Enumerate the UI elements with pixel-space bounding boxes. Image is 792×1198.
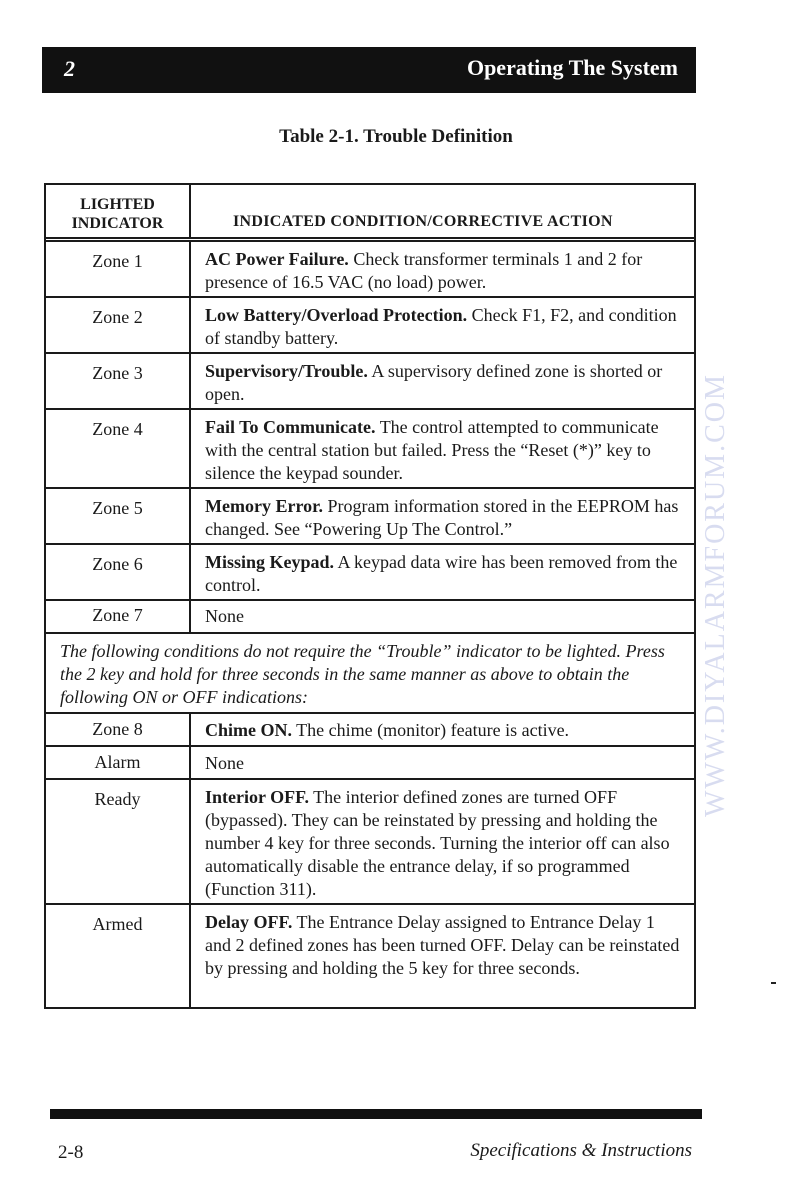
table-header-row [46,185,694,242]
indicator-cell: Ready [46,780,191,903]
condition-text: A keypad data wire has been removed from the control. [205,552,678,595]
chapter-header-bar [42,47,696,93]
condition-cell [191,545,694,599]
condition-cell [191,410,694,487]
header-left-line-2: INDICATOR [71,215,164,232]
header-lighted-indicator [46,185,191,237]
indicator-cell: Zone 3 [46,354,191,408]
condition-cell [191,242,694,296]
table-row [46,601,694,634]
condition-name: Chime ON. [205,720,292,740]
condition-name: Interior OFF. [205,787,309,807]
table-row [46,410,694,489]
page-number: 2-8 [58,1142,84,1163]
table-row [46,298,694,354]
condition-text: Check F1, F2, and condition of standby battery. [205,305,677,348]
condition-name: Memory Error. [205,496,323,516]
table-title: Table 2-1. Trouble Definition [279,126,513,147]
chapter-number: 2 [64,56,75,81]
condition-text: The Entrance Delay assigned to Entrance Delay 1 and 2 defined zones has been turned OFF. Delay can be reinstated by pressing and holding the 5 key for three seconds. [205,912,680,978]
condition-cell [191,747,694,778]
condition-cell [191,298,694,352]
condition-name: Missing Keypad. [205,552,335,572]
table-row [46,489,694,545]
condition-name: Low Battery/Overload Protection. [205,305,468,325]
watermark: WWW.DIYALARMFORUM.COM [700,373,731,817]
condition-text: The chime (monitor) feature is active. [292,720,570,740]
condition-text: Program information stored in the EEPROM has changed. See “Powering Up The Control.” [205,496,679,539]
table-row [46,747,694,780]
chapter-title: Operating The System [466,55,678,80]
header-left-line-1: LIGHTED [80,196,155,213]
condition-cell [191,905,694,1007]
condition-cell [191,354,694,408]
condition-text: The control attempted to communicate with the central station but failed. Press the “Reset (*)” key to silence the keypad sounder. [205,417,659,483]
condition-cell [191,714,694,745]
condition-cell [191,489,694,543]
indicator-cell: Zone 6 [46,545,191,599]
condition-name: AC Power Failure. [205,249,349,269]
indicator-cell: Zone 4 [46,410,191,487]
indicator-cell: Zone 7 [46,601,191,632]
indicator-cell: Zone 1 [46,242,191,296]
table-row [46,714,694,747]
condition-name: Fail To Communicate. [205,417,376,437]
condition-text: Check transformer terminals 1 and 2 for presence of 16.5 VAC (no load) power. [205,249,643,292]
table-note: The following conditions do not require the “Trouble” indicator to be lighted. Press the 2 key and hold for three seconds in the same manner as above to obtain the following ON or OFF indications: [46,634,694,714]
condition-text: None [205,753,244,773]
condition-name: Delay OFF. [205,912,293,932]
condition-text: The interior defined zones are turned OFF (bypassed). They can be reinstated by pressing and holding the number 4 key for three seconds. Turning the interior off can also automatically disable the entrance delay, if so programmed (Function 311). [205,787,670,899]
trouble-definition-table [44,183,696,1009]
condition-text: None [205,606,244,626]
table-row [46,545,694,601]
condition-text: A supervisory defined zone is shorted or open. [205,361,663,404]
footer-rule [50,1109,702,1119]
indicator-cell: Zone 8 [46,714,191,745]
table-row [46,354,694,410]
condition-cell [191,601,694,632]
table-row [46,780,694,905]
stray-mark [771,982,776,984]
condition-cell [191,780,694,903]
indicator-cell: Alarm [46,747,191,778]
header-condition-action: INDICATED CONDITION/CORRECTIVE ACTION [233,213,613,230]
indicator-cell: Zone 2 [46,298,191,352]
condition-name: Supervisory/Trouble. [205,361,368,381]
table-row [46,242,694,298]
table-row [46,905,694,1007]
footer-title: Specifications & Instructions [470,1140,692,1161]
indicator-cell: Zone 5 [46,489,191,543]
indicator-cell: Armed [46,905,191,1007]
